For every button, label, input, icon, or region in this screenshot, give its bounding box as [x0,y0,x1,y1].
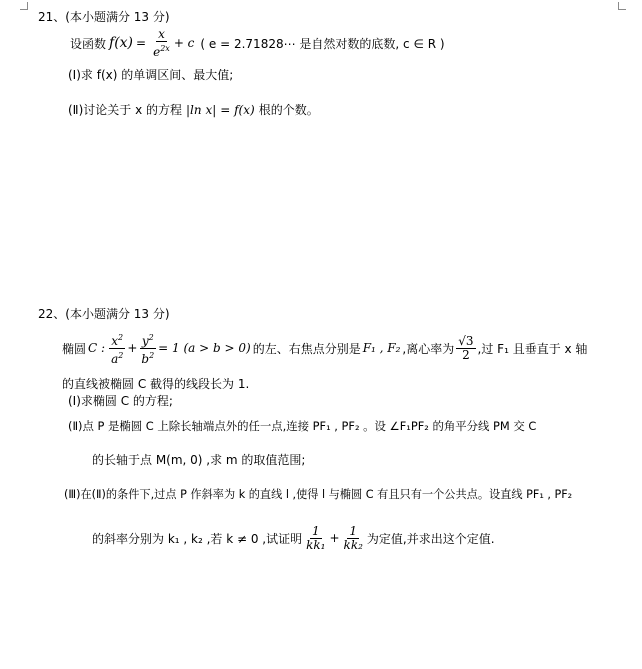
q22-cond: = 1 (a > b > 0) [158,341,251,355]
q22-plus: + [127,341,138,355]
q22-ecc-frac [456,335,475,362]
q21-part1: (Ⅰ)求 f(x) 的单调区间、最大值; [68,68,234,82]
q21-part2-eq: = f(x) [220,102,255,117]
q22-part3b [92,520,495,556]
q22-ecc-num: √3 [458,333,474,348]
q22-C: C : [88,341,106,355]
corner-mark-top-right [618,2,626,10]
q22-f2-num: y [141,333,149,348]
q21-fx: f(x) [109,35,134,51]
q22-f2-den-exp: 2 [149,350,155,360]
q22-header: 22、(本小题满分 13 分) [38,307,170,321]
q21-abs-lnx: |ln x| [186,102,217,117]
q22-t2-num: 1 [349,523,358,538]
q21-part2-lead: (Ⅱ)讨论关于 x 的方程 [68,103,183,117]
q21-lead-text: 设函数 [70,36,107,51]
q22-f1-den-exp: 2 [118,350,124,360]
q22-frac-y [139,331,156,366]
q22-part3b-lead: 的斜率分别为 k₁ , k₂ ,若 k ≠ 0 ,试证明 [92,531,303,546]
q22-f2-num-exp: 2 [148,332,154,342]
q22-foci: F₁ , F₂ [362,341,401,355]
q21-header: 21、(本小题满分 13 分) [38,10,170,24]
q21-frac-exp: 2x [160,43,170,53]
q22-t2-den: kk₂ [343,537,363,552]
q22-line2: 的直线被椭圆 C 截得的线段长为 1. [62,377,250,391]
q21-frac-num: x [158,26,165,41]
q22-ellipse-definition [62,330,587,366]
q22-t1-num: 1 [311,523,320,538]
q21-eq: = [136,36,147,50]
q22-f1-num: x [111,333,119,348]
q21-function-definition [70,26,445,59]
q22-f2-den: b [141,351,150,366]
q22-ecc-den: 2 [462,347,470,362]
q22-ecc: ,离心率为 [402,341,455,356]
q22-part1: (Ⅰ)求椭圆 C 的方程; [68,394,173,408]
q22-frac-t2 [342,525,365,552]
q21-plus-c: + c [173,36,195,50]
q21-condition: ( e = 2.71828⋯ 是自然对数的底数, c ∈ R ) [200,36,445,51]
q21-part2 [68,101,319,118]
q22-t1-den: kk₁ [306,537,326,552]
q21-frac-den: e [153,44,161,59]
q22-frac-x [109,331,125,366]
q22-part3b-tail: 为定值,并求出这个定值. [366,531,495,546]
q22-t-plus: + [329,531,340,545]
corner-mark-top-left [20,2,28,10]
q22-part2b: 的长轴于点 M(m, 0) ,求 m 的取值范围; [92,453,306,467]
q22-part3a: (Ⅲ)在(Ⅱ)的条件下,过点 P 作斜率为 k 的直线 l ,使得 l 与椭圆 C 有且只有一个公共点。设直线 PF₁ , PF₂ [64,488,573,501]
q22-frac-t1 [304,525,327,552]
q22-part2a: (Ⅱ)点 P 是椭圆 C 上除长轴端点外的任一点,连接 PF₁ , PF₂ 。设 ∠F₁PF₂ 的角平分线 PM 交 C [68,419,537,433]
q22-lead: 椭圆 [62,341,87,356]
q22-mid: 的左、右焦点分别是 [252,341,361,356]
q21-fraction [151,28,172,59]
q22-tail: ,过 F₁ 且垂直于 x 轴 [477,341,588,356]
q22-f1-num-exp: 2 [118,332,124,342]
q21-part2-tail: 根的个数。 [258,103,319,117]
q22-f1-den: a [111,351,119,366]
